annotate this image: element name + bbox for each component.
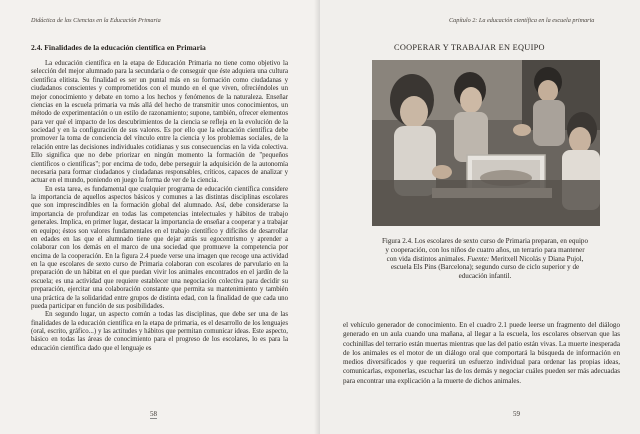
- paragraph-2: En esta tarea, es fundamental que cualquier programa de educación científica considere la importancia de aquellos aspectos básicos y comunes a las distintas disciplinas escolares que son imprescindibles en la formación global del alumnado. Así, debe considerarse la importancia de profundizar en todas las competencias intelectuales y hábitos de trabajo generales. Implica, en primer lugar, destacar la importancia de enseñar a cooperar y a trabajar en equipo; éstos son valores fundamentales en el trabajo científico y difíciles de desarrollar en edades en las que el alumnado tiene que dejar atrás su egocentrismo y aprender a colaborar con los demás en el marco de una sociedad que promueve la competencia por encima de la cooperación. En la figura 2.4 puede verse una imagen que recoge una actividad en la que escolares de sexto curso de Primaria colaboran con escolares de parvulario en la preparación de un hábitat en el que puedan vivir los animales encontrados en el jardín de la escuela; es una actividad que requiere establecer una negociación colectiva para decidir su preparación, ejercitar una colaboración constante que permita su mantenimiento y también una práctica de la solidaridad entre grupos de distinta edad, con la finalidad de que cada uno pueda participar en función de sus posibilidades.: [31, 185, 288, 310]
- left-body: [31, 60, 288, 353]
- caption-source-label: Fuente:: [467, 254, 490, 263]
- caption-text: Figura 2.4. Los escolares de sexto curso de Primaria preparan, en equipo y cooperación, con los niños de cuatro años, un terrario para mantener con vida distintos animales.: [381, 237, 589, 263]
- right-page: [320, 0, 640, 434]
- classroom-photo: [372, 60, 600, 226]
- caption-source: Meritxell Nicolás y Diana Pujol, escuela Els Pins (Barcelona); segundo curso de ciclo superior y de educación infantil.: [390, 254, 584, 281]
- running-head-right: Capítulo 2: La educación científica en la escuela primaria: [449, 17, 595, 24]
- page-number-left: 58: [150, 410, 157, 418]
- figure-caption: [380, 237, 590, 281]
- running-head-left: Didáctica de las Ciencias en la Educación Primaria: [31, 17, 161, 24]
- paragraph-3: En segundo lugar, un aspecto común a todas las disciplinas, que debe ser una de las finalidades de la educación científica en la etapa de primaria, es el desarrollo de los lenguajes (oral, escrito, gráfico...) y las actitudes y hábitos que permitan comunicar ideas. Este aspecto, básico en todas las áreas de conocimiento para el progreso de los escolares, lo es para la educación científica dado que el lenguaje es: [31, 311, 288, 352]
- section-title: 2.4. Finalidades de la educación científica en Primaria: [31, 43, 206, 52]
- paragraph-1: La educación científica en la etapa de Educación Primaria no tiene como objetivo la selección del mejor alumnado para la secundaria o de conseguir que éste adquiera una cultura científica elitista. Su finalidad es ser un puntal más en su formación como ciudadanas y ciudadanos conscientes y comprometidos con el mundo en el que viven, ofreciéndoles un mejor conocimiento y debate en torno a los hechos y fenómenos de la naturaleza. Enseñar ciencias en la escuela primaria va más allá del hecho de transmitir unos conocimientos, un método de experimentación o un estilo de razonamiento; supone, también, ofrecer elementos para ver qué el impacto de los descubrimientos de la ciencia se refleja en la evolución de la sociedad y en la configuración de sus valores. Es por ello que la educación científica debe promover la toma de conciencia del vínculo entre la ciencia y los problemas sociales, de la relación entre las decisiones individuales cotidianas y sus consecuencias en la vida colectiva. Ello significa que no debe priorizar en ningún momento la formación de "pequeños científicos o científicas"; por encima de todo, debe perseguir la adquisición de la autonomía necesaria para formar ciudadanos y ciudadanas responsables, críticos, capaces de analizar y actuar en el mundo, poniendo en juego la forma de ver de la ciencia.: [31, 60, 288, 185]
- page-number-right: 59: [513, 410, 520, 418]
- right-paragraph: el vehículo generador de conocimiento. En el cuadro 2.1 puede leerse un fragmento del diálogo generado en un aula cuando una mañana, al llegar a la escuela, los escolares observan que las cochinillas del terrario están muertas mientras que las del patio están vivas. La muerte inesperada de los animales es el motor de un diálogo oral que comportará la búsqueda de información en medios diversificados y que requerirá un esfuerzo individual para ordenar las propias ideas, comunicarlas, exponerlas, escuchar las de los demás y negociar cuáles pueden ser más adecuadas para encontrar una explicación a la muerte de dichos animales.: [343, 321, 620, 385]
- photo-title: COOPERAR Y TRABAJAR EN EQUIPO: [394, 43, 545, 52]
- photo-illustration: [372, 60, 600, 226]
